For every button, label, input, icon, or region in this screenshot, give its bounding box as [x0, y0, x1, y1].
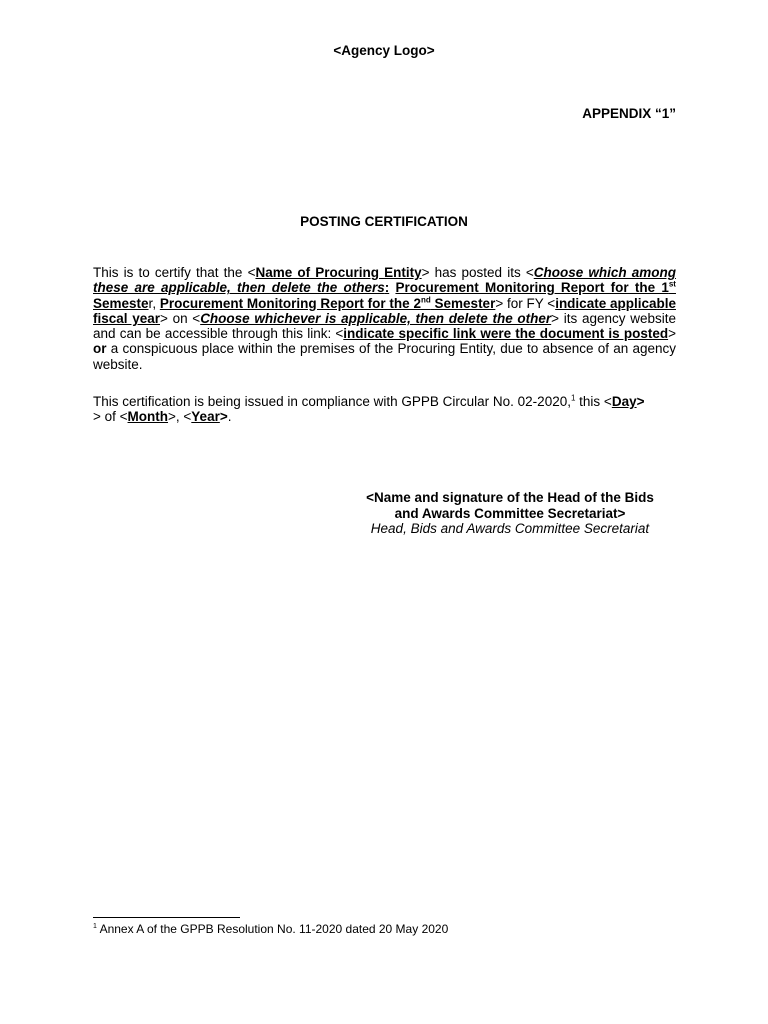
- signature-name-line1: <Name and signature of the Head of the Bids: [366, 490, 654, 505]
- pmr-first-semester: Procurement Monitoring Report for the 1st Semeste: [93, 279, 676, 311]
- agency-logo-placeholder: <Agency Logo>: [333, 43, 435, 58]
- footnote-reference: 1: [570, 393, 576, 403]
- day-placeholder: Day: [611, 394, 637, 409]
- year-placeholder: Year: [191, 409, 220, 425]
- fiscal-year-placeholder: indicate applicable fiscal year: [93, 295, 676, 326]
- choose-whichever-instruction: Choose whichever is applicable, then delete the other: [200, 310, 552, 326]
- specific-link-placeholder: indicate specific link were the document is posted: [343, 326, 669, 342]
- month-placeholder: Month: [127, 409, 169, 425]
- certification-paragraph: This is to certify that the <Name of Procuring Entity> has posted its <Choose which among these are applicable, then delete the others: Procurement Monitoring Report for the 1st Semester, Procurement Monitoring Report for the 2nd Semester> for FY <indicate applicable fiscal year> on <Choose whichever is applicable, then delete the other> its agency website and can be accessible through this link: <indicate specific link were the document is posted> or a conspicuous place within the premises of the Procuring Entity, due to absence of an agency website.: [93, 265, 676, 372]
- pmr-second-semester: Procurement Monitoring Report for the 2nd Semester: [159, 295, 496, 311]
- choose-which-instruction: Choose which among these are applicable, then delete the others: [93, 265, 676, 296]
- footnote-divider: [93, 917, 240, 918]
- signature-block: [340, 490, 680, 537]
- signature-name-line2: and Awards Committee Secretariat>: [394, 505, 626, 521]
- signature-role: Head, Bids and Awards Committee Secretariat: [370, 521, 650, 536]
- compliance-paragraph: This certification is being issued in compliance with GPPB Circular No. 02-2020,$^1$ this <Day> > of <Month>, <Year>.: [93, 393, 645, 425]
- document-title: POSTING CERTIFICATION: [300, 214, 468, 229]
- procuring-entity-placeholder: Name of Procuring Entity: [255, 265, 422, 280]
- appendix-label: APPENDIX “1”: [582, 106, 676, 121]
- footnote: $^1$ Annex A of the GPPB Resolution No. 11-2020 dated 20 May 2020: [93, 922, 449, 936]
